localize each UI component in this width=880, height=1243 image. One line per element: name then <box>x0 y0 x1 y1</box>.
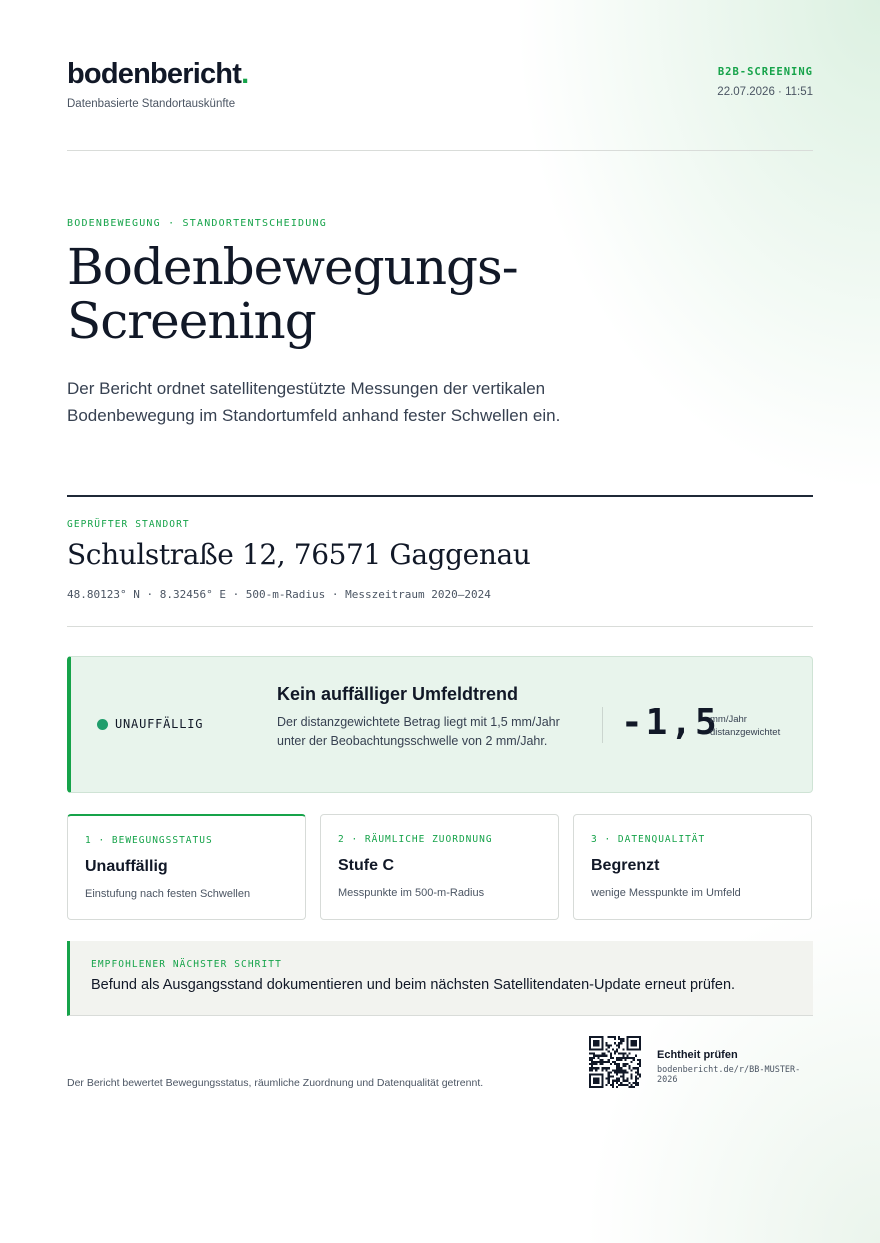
qr-code-icon[interactable] <box>589 1036 641 1088</box>
metric-card-datenqualitaet <box>573 814 812 920</box>
status-badge <box>97 717 203 731</box>
report-type-label: B2B-SCREENING <box>717 66 813 78</box>
brand-logo <box>67 58 813 91</box>
status-headline: Kein auffälliger Umfeldtrend <box>277 684 519 704</box>
status-dot-icon <box>97 719 108 730</box>
metric-caption: Einstufung nach festen Schwellen <box>85 888 251 900</box>
report-header <box>67 58 813 118</box>
page-title-line-2: Screening <box>67 292 316 350</box>
metric-value: Begrenzt <box>591 857 660 874</box>
report-meta <box>717 66 813 98</box>
metric-value: Unauffällig <box>85 858 168 875</box>
hero-divider <box>67 495 813 497</box>
status-value: -1,5 <box>621 702 720 743</box>
metric-card-raeumliche-zuordnung <box>320 814 559 920</box>
footer-note: Der Bericht bewertet Bewegungsstatus, räumliche Zuordnung und Datenqualität getrennt. <box>67 1077 484 1089</box>
metric-label: 3 · DATENQUALITÄT <box>591 834 706 845</box>
recommendation-label: EMPFOHLENER NÄCHSTER SCHRITT <box>91 959 282 970</box>
metric-card-bewegungsstatus <box>67 814 306 920</box>
location-address: Schulstraße 12, 76571 Gaggenau <box>67 538 531 571</box>
brand-logo-dot: . <box>241 58 249 90</box>
header-divider <box>67 150 813 151</box>
status-divider <box>602 707 603 743</box>
verify-title: Echtheit prüfen <box>657 1049 738 1061</box>
status-unit <box>710 713 780 739</box>
status-badge-text: UNAUFFÄLLIG <box>115 717 204 731</box>
metric-caption: wenige Messpunkte im Umfeld <box>591 887 741 899</box>
metric-label: 2 · RÄUMLICHE ZUORDNUNG <box>338 834 493 845</box>
lead-paragraph: Der Bericht ordnet satellitengestützte Messungen der vertikalen Bodenbewegung im Standortumfeld anhand fester Schwellen ein. <box>67 379 561 425</box>
location-divider <box>67 626 813 627</box>
recommendation-box <box>67 941 813 1016</box>
report-page <box>67 0 813 1243</box>
status-unit-line-2: distanzgewichtet <box>710 727 781 738</box>
recommendation-text: Befund als Ausgangsstand dokumentieren und beim nächsten Satellitendaten-Update erneut prüfen. <box>91 977 736 993</box>
brand-logo-text: bodenbericht <box>67 58 242 90</box>
brand-tagline: Datenbasierte Standortauskünfte <box>67 98 236 110</box>
location-meta: 48.80123° N · 8.32456° E · 500-m-Radius · Messzeitraum 2020–2024 <box>67 588 491 601</box>
report-date: 22.07.2026 · 11:51 <box>717 86 813 98</box>
metric-label: 1 · BEWEGUNGSSTATUS <box>85 835 213 846</box>
metric-value: Stufe C <box>338 857 394 874</box>
verify-url[interactable]: bodenbericht.de/r/BB-MUSTER-2026 <box>657 1065 801 1085</box>
status-card <box>67 656 813 793</box>
location-label: GEPRÜFTER STANDORT <box>67 519 190 530</box>
page-title <box>67 240 667 348</box>
status-unit-line-1: mm/Jahr <box>710 714 747 725</box>
metric-caption: Messpunkte im 500-m-Radius <box>338 887 485 899</box>
status-description: Der distanzgewichtete Betrag liegt mit 1,5 mm/Jahr unter der Beobachtungsschwelle von 2 mm/Jahr. <box>277 715 560 748</box>
page-title-line-1: Bodenbewegungs- <box>67 238 518 296</box>
section-eyebrow: BODENBEWEGUNG · STANDORTENTSCHEIDUNG <box>67 218 327 229</box>
